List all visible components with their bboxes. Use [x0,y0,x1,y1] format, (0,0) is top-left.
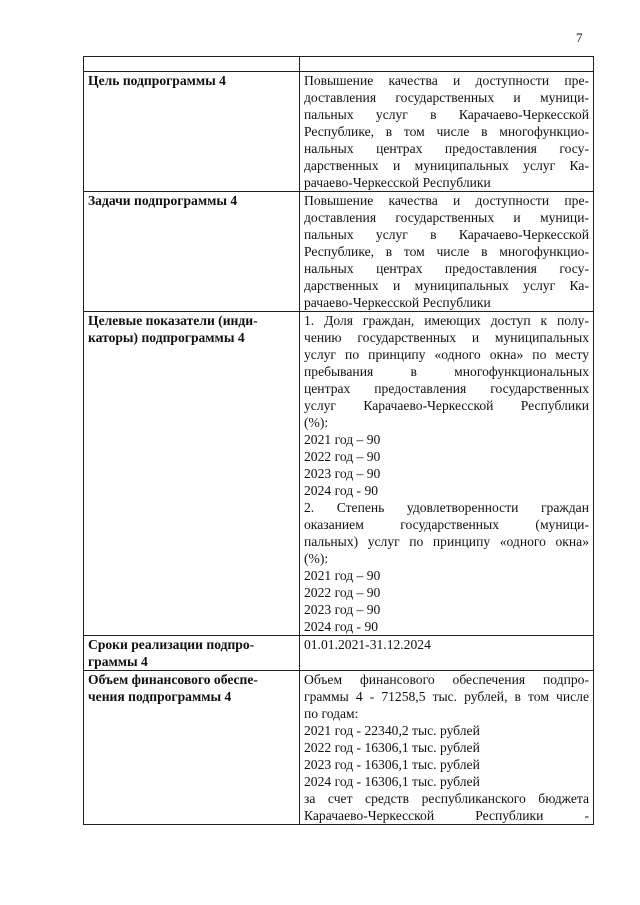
label-line: каторы) подпрограммы 4 [88,330,245,345]
content-line: (%): [304,415,329,430]
row-label [84,636,300,671]
label-line: Сроки реализации подпро- [88,637,255,652]
content-line: нальных центрах предоставления госу- [304,141,589,156]
content-line: 2022 год – 90 [304,449,381,464]
content-line: пальных) услуг по принципу «одного окна» [304,534,589,549]
content-line: нальных центрах предоставления госу- [304,261,589,276]
row-content [300,636,594,671]
content-line: за счет средств республиканского бюджета [304,791,589,806]
content-line: 2021 год – 90 [304,432,381,447]
content-line: 01.01.2021-31.12.2024 [304,637,431,652]
content-line: 2023 год – 90 [304,602,381,617]
row-label [84,312,300,636]
label-line: Задачи подпрограммы 4 [88,193,238,208]
table-row [84,72,594,192]
spacer-cell-right [300,57,594,72]
row-content [300,72,594,192]
label-line: чения подпрограммы 4 [88,689,232,704]
row-label [84,192,300,312]
label-line: граммы 4 [88,654,148,669]
row-label [84,72,300,192]
content-line: 1. Доля граждан, имеющих доступ к полу- [304,313,589,328]
content-line: пребывания в многофункциональных [304,364,589,379]
content-line: Республике, в том числе в многофункцио- [304,124,589,139]
content-line: 2. Степень удовлетворенности граждан [304,500,589,515]
content-line: Объем финансового обеспечения подпро- [304,672,589,687]
content-line: по годам: [304,706,359,721]
content-line: дарственных и муниципальных услуг Ка- [304,158,589,173]
table-row [84,636,594,671]
content-line: граммы 4 - 71258,5 тыс. рублей, в том числе [304,689,589,704]
content-line: чению государственных и муниципальных [304,330,589,345]
content-line: рачаево-Черкесской Республики [304,175,491,190]
content-line: 2024 год - 16306,1 тыс. рублей [304,774,480,789]
label-line: Целевые показатели (инди- [88,313,258,328]
page-number: 7 [576,30,583,45]
content-line: рачаево-Черкесской Республики [304,295,491,310]
content-line: Повышение качества и доступности пре- [304,73,589,88]
content-line: 2023 год – 90 [304,466,381,481]
content-line: услуг по принципу «одного окна» по месту [304,347,589,362]
content-line: центрах предоставления государственных [304,381,589,396]
content-line: (%): [304,551,329,566]
content-line: дарственных и муниципальных услуг Ка- [304,278,589,293]
table-header-spacer-row [84,57,594,72]
label-line: Цель подпрограммы 4 [88,73,226,88]
content-line: 2022 год – 90 [304,585,381,600]
content-line: пальных услуг в Карачаево-Черкесской [304,227,589,242]
row-content [300,312,594,636]
content-line: услуг Карачаево-Черкесской Республики [304,398,589,413]
label-line: Объем финансового обеспе- [88,672,258,687]
content-line: 2022 год - 16306,1 тыс. рублей [304,740,480,755]
content-line: доставления государственных и муници- [304,90,589,105]
subprogram-passport-table [83,56,594,825]
content-line: 2021 год – 90 [304,568,381,583]
spacer-cell-left [84,57,300,72]
content-line: Республике, в том числе в многофункцио- [304,244,589,259]
content-line: 2023 год - 16306,1 тыс. рублей [304,757,480,772]
content-line: 2021 год - 22340,2 тыс. рублей [304,723,480,738]
content-line: оказанием государственных (муници- [304,517,589,532]
content-line: пальных услуг в Карачаево-Черкесской [304,107,589,122]
content-line: Карачаево-Черкесской Республики - [304,808,589,823]
content-line: Повышение качества и доступности пре- [304,193,589,208]
row-label [84,671,300,825]
table-row [84,192,594,312]
row-content [300,671,594,825]
content-line: 2024 год - 90 [304,619,379,634]
row-content [300,192,594,312]
table-row [84,312,594,636]
table-row [84,671,594,825]
content-line: 2024 год - 90 [304,483,379,498]
content-line: доставления государственных и муници- [304,210,589,225]
